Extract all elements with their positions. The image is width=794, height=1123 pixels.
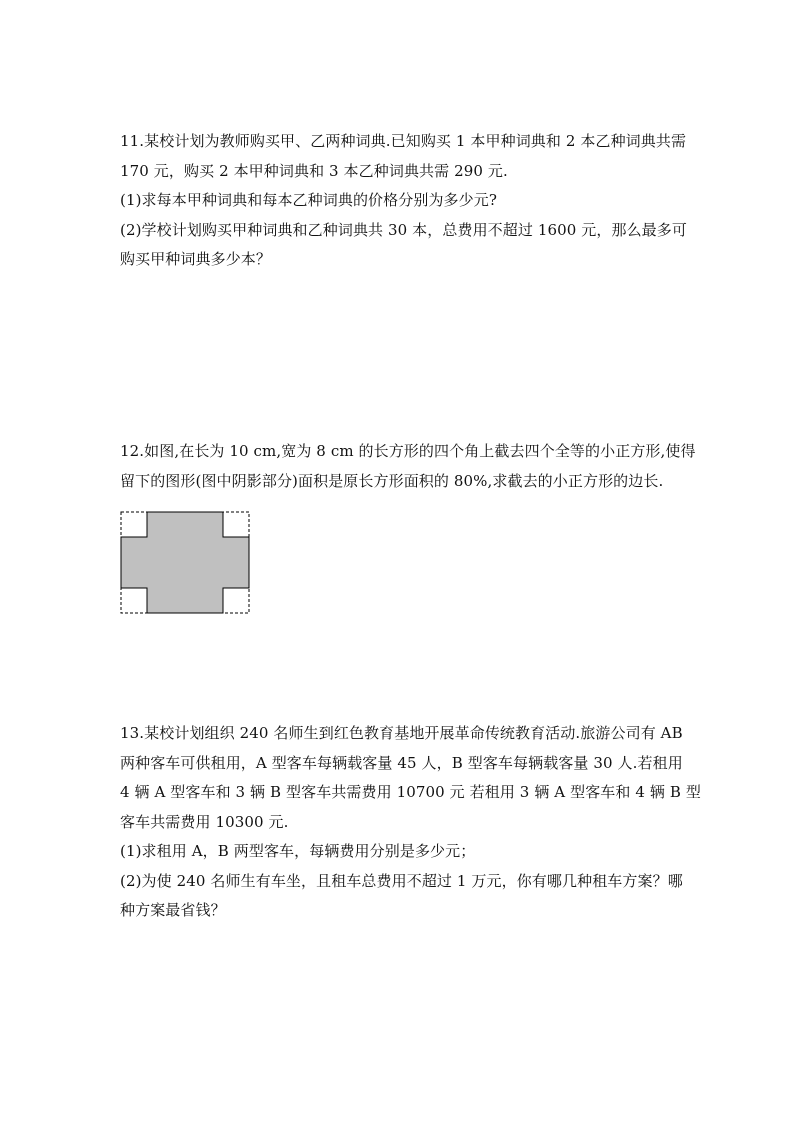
problem-13-line-4: 客车共需费用 10300 元. (120, 812, 289, 831)
shaded-remaining-area (121, 512, 249, 613)
problem-11-part-2-cont: 购买甲种词典多少本？ (120, 250, 272, 268)
problem-12-line-2: 留下的图形(图中阴影部分)面积是原长方形面积的 80%,求截去的小正方形的边长. (120, 471, 664, 490)
problem-11-line-1: 11.某校计划为教师购买甲、乙两种词典.已知购买 1 本甲种词典和 2 本乙种词典共需 (120, 132, 687, 150)
problem-12 (120, 437, 700, 496)
problem-11-part-2: (2)学校计划购买甲种词典和乙种词典共 30 本，总费用不超过 1600 元，那么最多可 (120, 220, 687, 239)
problem-13-part-2: (2)为使 240 名师生有车坐，且租车总费用不超过 1 万元，你有哪几种租车方案？哪 (120, 871, 683, 890)
problem-13-part-1: (1)求租用 A，B 两型客车，每辆费用分别是多少元； (120, 842, 476, 860)
problem-13 (120, 719, 700, 926)
problem-11-part-1: (1)求每本甲种词典和每本乙种词典的价格分别为多少元? (120, 191, 497, 209)
problem-13-line-1: 13.某校计划组织 240 名师生到红色教育基地开展革命传统教育活动.旅游公司有 AB (120, 724, 683, 742)
problem-11-line-2: 170 元，购买 2 本甲种词典和 3 本乙种词典共需 290 元. (120, 161, 508, 180)
problem-13-line-3: 4 辆 A 型客车和 3 辆 B 型客车共需费用 10700 元 若租用 3 辆 A 型客车和 4 辆 B 型 (120, 783, 701, 801)
problem-12-line-1: 12.如图,在长为 10 cm,宽为 8 cm 的长方形的四个角上截去四个全等的小正方形,使得 (120, 442, 696, 460)
problem-13-line-2: 两种客车可供租用，A 型客车每辆载客量 45 人，B 型客车每辆载客量 30 人.若租用 (120, 753, 683, 772)
problem-11 (120, 127, 700, 275)
cross-shape-figure (120, 510, 251, 615)
problem-13-part-2-cont: 种方案最省钱？ (120, 901, 226, 919)
